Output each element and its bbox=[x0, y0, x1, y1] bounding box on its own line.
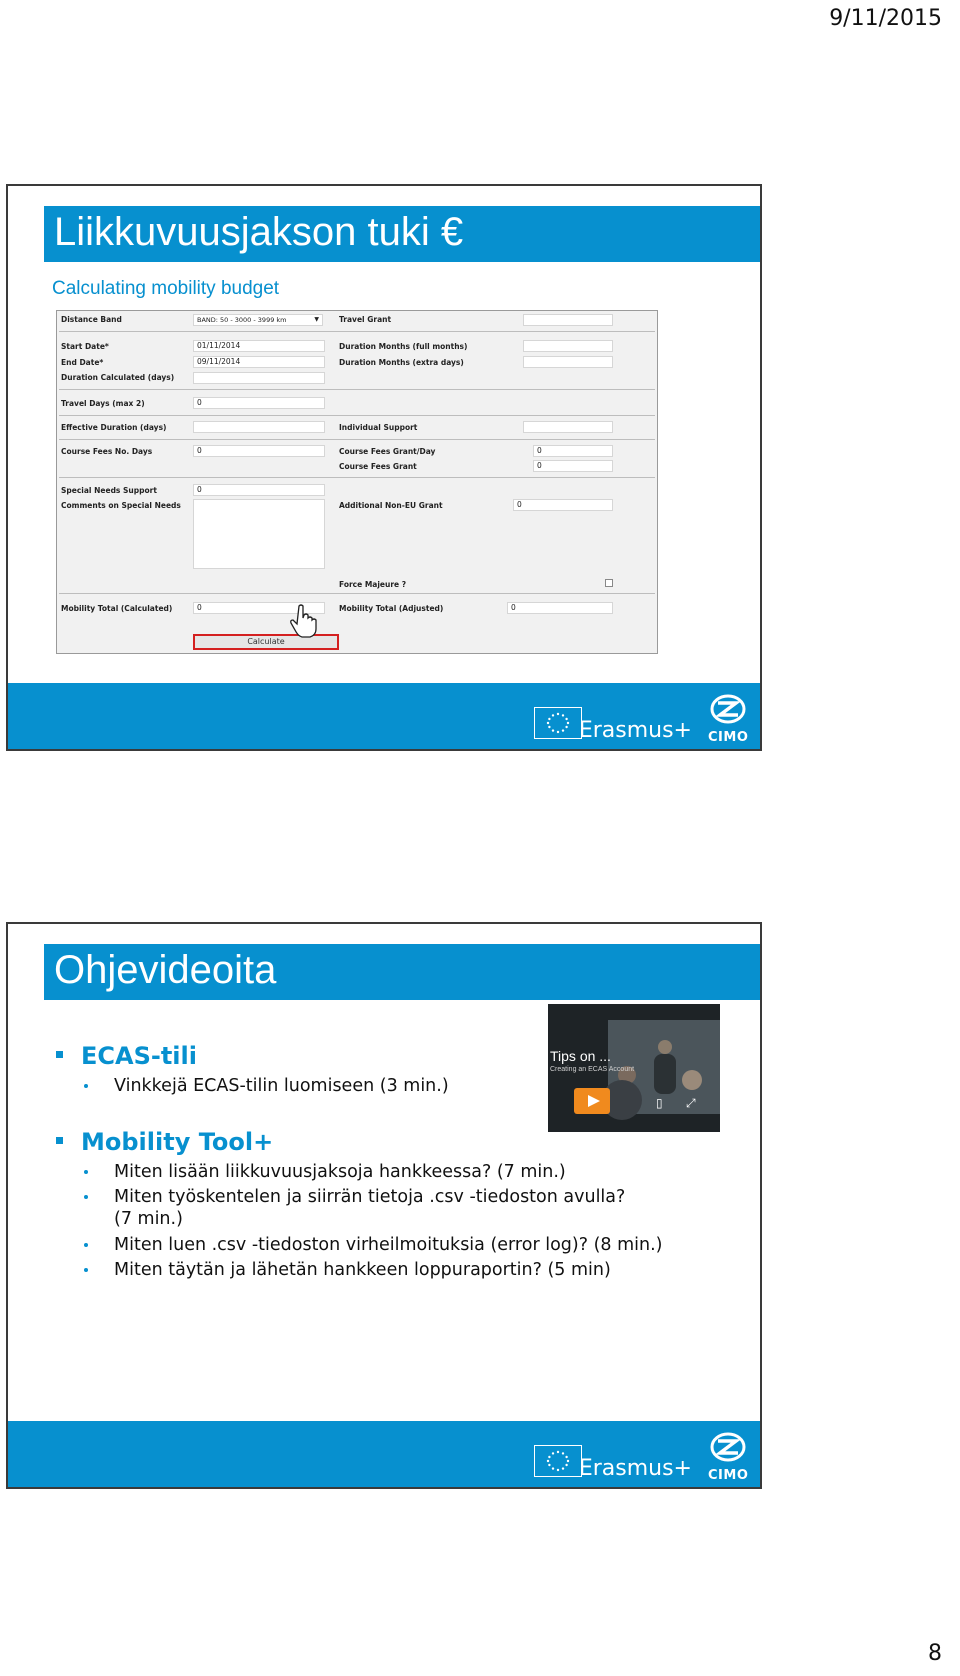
slide-mobility-budget bbox=[6, 184, 762, 751]
video-title: Tips on ... bbox=[550, 1048, 611, 1064]
volume-icon[interactable]: ▯ bbox=[656, 1096, 663, 1110]
divider bbox=[59, 415, 655, 416]
mobility-total-adj-label: Mobility Total (Adjusted) bbox=[339, 604, 444, 613]
erasmus-logo-text: Erasmus+ bbox=[578, 1456, 692, 1481]
additional-non-eu-field: 0 bbox=[513, 499, 613, 511]
course-fees-grant-field: 0 bbox=[533, 460, 613, 472]
slide-footer bbox=[8, 683, 760, 749]
cimo-logo-text: CIMO bbox=[708, 730, 749, 745]
distance-band-select[interactable]: BAND: 50 - 3000 - 3999 km ▼ bbox=[193, 314, 323, 326]
slide-subtitle: Calculating mobility budget bbox=[52, 278, 280, 299]
section-heading-mobility-tool: Mobility Tool+ bbox=[56, 1128, 273, 1156]
calculate-button[interactable]: Calculate bbox=[193, 634, 339, 650]
duration-months-full-field bbox=[523, 340, 613, 352]
individual-support-label: Individual Support bbox=[339, 423, 418, 432]
bullet-icon bbox=[84, 1195, 88, 1199]
cimo-logo-icon bbox=[706, 691, 750, 745]
slide-title-bar bbox=[44, 206, 762, 262]
mobility-total-calc-field: 0 bbox=[193, 602, 325, 614]
list-item[interactable]: Miten työskentelen ja siirrän tietoja .csv -tiedoston avulla? bbox=[86, 1187, 625, 1207]
course-fees-grant-day-label: Course Fees Grant/Day bbox=[339, 447, 436, 456]
slide-title: Ohjevideoita bbox=[54, 948, 277, 992]
hand-cursor-icon bbox=[290, 604, 318, 638]
duration-calculated-field bbox=[193, 372, 325, 384]
slide-footer bbox=[8, 1421, 760, 1487]
page-number: 8 bbox=[928, 1641, 942, 1666]
bullet-icon bbox=[84, 1268, 88, 1272]
distance-band-label: Distance Band bbox=[61, 315, 122, 324]
end-date-field[interactable]: 09/11/2014 bbox=[193, 356, 325, 368]
end-date-label: End Date* bbox=[61, 358, 104, 367]
divider bbox=[59, 331, 655, 332]
duration-months-extra-field bbox=[523, 356, 613, 368]
date-header: 9/11/2015 bbox=[829, 6, 942, 31]
square-bullet-icon bbox=[56, 1051, 63, 1058]
individual-support-field bbox=[523, 421, 613, 433]
erasmus-logo-text: Erasmus+ bbox=[578, 718, 692, 743]
divider bbox=[59, 593, 655, 594]
divider bbox=[59, 439, 655, 440]
list-item-continuation: (7 min.) bbox=[114, 1209, 183, 1229]
square-bullet-icon bbox=[56, 1137, 63, 1144]
list-item[interactable]: Miten luen .csv -tiedoston virheilmoituksia (error log)? (8 min.) bbox=[86, 1235, 662, 1255]
play-button-icon[interactable] bbox=[574, 1088, 610, 1114]
special-needs-field[interactable]: 0 bbox=[193, 484, 325, 496]
course-fees-days-field[interactable]: 0 bbox=[193, 445, 325, 457]
section-heading-ecas: ECAS-tili bbox=[56, 1042, 197, 1070]
cimo-logo-text: CIMO bbox=[708, 1468, 749, 1483]
eu-flag-icon bbox=[534, 707, 582, 739]
mobility-total-adj-field[interactable]: 0 bbox=[507, 602, 613, 614]
divider bbox=[59, 389, 655, 390]
video-subtitle: Creating an ECAS Account bbox=[550, 1066, 635, 1073]
force-majeure-checkbox[interactable] bbox=[605, 579, 613, 587]
additional-non-eu-label: Additional Non-EU Grant bbox=[339, 501, 443, 510]
course-fees-days-label: Course Fees No. Days bbox=[61, 447, 153, 456]
effective-duration-label: Effective Duration (days) bbox=[61, 423, 167, 432]
bullet-icon bbox=[84, 1243, 88, 1247]
fullscreen-icon[interactable]: ⤢ bbox=[686, 1096, 696, 1110]
duration-calculated-label: Duration Calculated (days) bbox=[61, 373, 175, 382]
travel-days-field[interactable]: 0 bbox=[193, 397, 325, 409]
course-fees-grant-day-field: 0 bbox=[533, 445, 613, 457]
duration-months-extra-label: Duration Months (extra days) bbox=[339, 358, 464, 367]
list-item[interactable]: Miten lisään liikkuvuusjaksoja hankkeessa? (7 min.) bbox=[86, 1162, 566, 1182]
divider bbox=[59, 477, 655, 478]
travel-days-label: Travel Days (max 2) bbox=[61, 399, 145, 408]
mobility-total-calc-label: Mobility Total (Calculated) bbox=[61, 604, 173, 613]
slide-title: Liikkuvuusjakson tuki € bbox=[54, 210, 464, 254]
video-thumbnail[interactable] bbox=[548, 1004, 720, 1132]
start-date-field[interactable]: 01/11/2014 bbox=[193, 340, 325, 352]
start-date-label: Start Date* bbox=[61, 342, 109, 351]
travel-grant-field bbox=[523, 314, 613, 326]
duration-months-full-label: Duration Months (full months) bbox=[339, 342, 468, 351]
special-needs-label: Special Needs Support bbox=[61, 486, 157, 495]
travel-grant-label: Travel Grant bbox=[339, 315, 392, 324]
course-fees-grant-label: Course Fees Grant bbox=[339, 462, 417, 471]
eu-flag-icon bbox=[534, 1445, 582, 1477]
slide-title-bar bbox=[44, 944, 762, 1000]
effective-duration-field bbox=[193, 421, 325, 433]
comments-textarea[interactable] bbox=[193, 499, 325, 569]
cimo-logo-icon bbox=[706, 1429, 750, 1483]
list-item[interactable]: Vinkkejä ECAS-tilin luomiseen (3 min.) bbox=[86, 1076, 449, 1096]
slide-instruction-videos bbox=[6, 922, 762, 1489]
budget-form-screenshot bbox=[56, 310, 658, 654]
comments-label: Comments on Special Needs bbox=[61, 501, 181, 510]
list-item[interactable]: Miten täytän ja lähetän hankkeen loppuraportin? (5 min) bbox=[86, 1260, 611, 1280]
bullet-icon bbox=[84, 1170, 88, 1174]
bullet-icon bbox=[84, 1084, 88, 1088]
force-majeure-label: Force Majeure ? bbox=[339, 580, 407, 589]
